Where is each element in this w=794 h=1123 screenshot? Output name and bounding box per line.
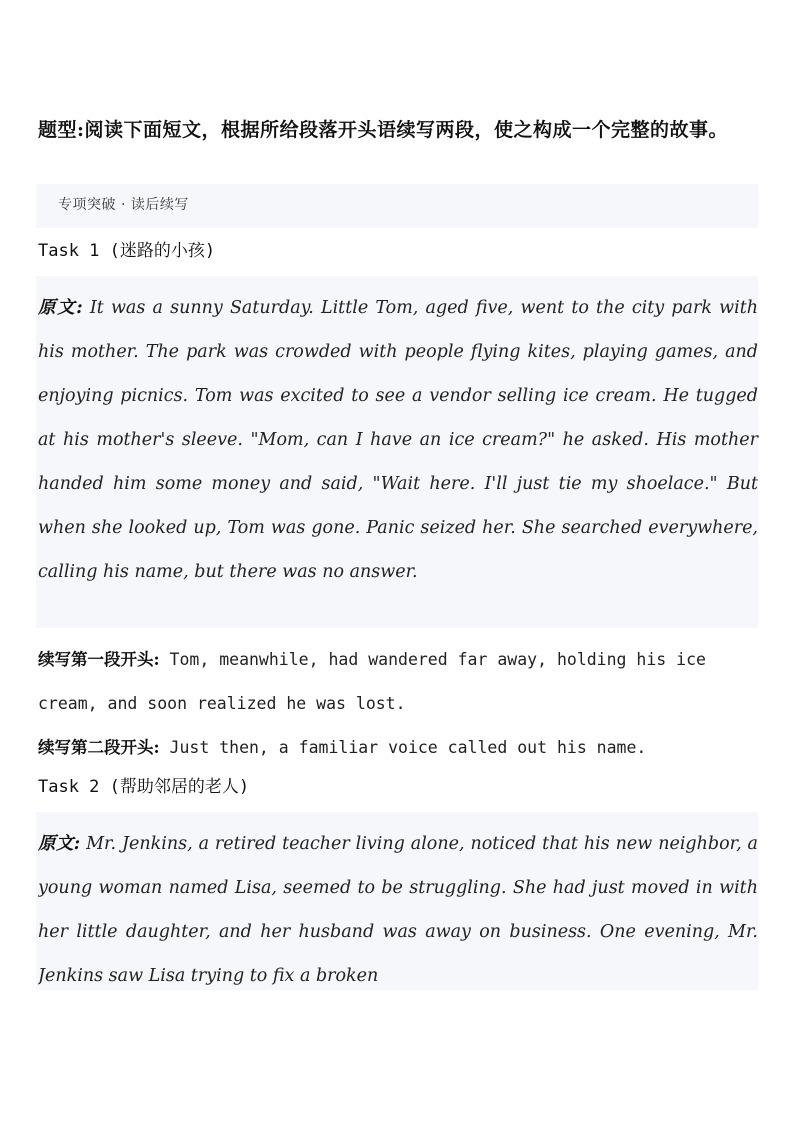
task2-original-paragraph <box>38 822 758 988</box>
question-instruction: 题型:阅读下面短文，根据所给段落开头语续写两段，使之构成一个完整的故事。 <box>38 119 729 141</box>
task1-para1-label: 续写第一段开头: <box>38 650 160 669</box>
task1-para2-text: Just then, a familiar voice called out his name. <box>159 738 647 757</box>
task1-original-label: 原文: <box>38 298 83 318</box>
task2-original-text: Mr. Jenkins, a retired teacher living alone, noticed that his new neighbor, a young woman named Lisa, seemed to be struggling. She had just moved in with her little daughter, and her husband was away on business. One evening, Mr. Jenkins saw Lisa trying to fix a broken <box>38 834 758 986</box>
task2-original-label: 原文: <box>38 834 81 854</box>
task1-continuation-2 <box>38 726 760 770</box>
task1-title: Task 1 (迷路的小孩) <box>38 241 216 261</box>
section-subheader: 专项突破 · 读后续写 <box>58 197 189 213</box>
task1-para1-text: Tom, meanwhile, had wandered far away, holding his ice cream, and soon realized he was lost. <box>38 650 706 713</box>
task2-title: Task 2 (帮助邻居的老人) <box>38 777 250 797</box>
task1-continuation-1 <box>38 638 760 726</box>
task1-original-paragraph <box>38 286 758 594</box>
task1-original-text: It was a sunny Saturday. Little Tom, aged five, went to the city park with his mother. The park was crowded with people flying kites, playing games, and enjoying picnics. Tom was excited to see a vendor selling ice cream. He tugged at his mother's sleeve. "Mom, can I have an ice cream?" he asked. His mother handed him some money and said, "Wait here. I'll just tie my shoelace." But when she looked up, Tom was gone. Panic seized her. She searched everywhere, calling his name, but there was no answer. <box>38 298 759 582</box>
task1-para2-label: 续写第二段开头: <box>38 738 160 757</box>
